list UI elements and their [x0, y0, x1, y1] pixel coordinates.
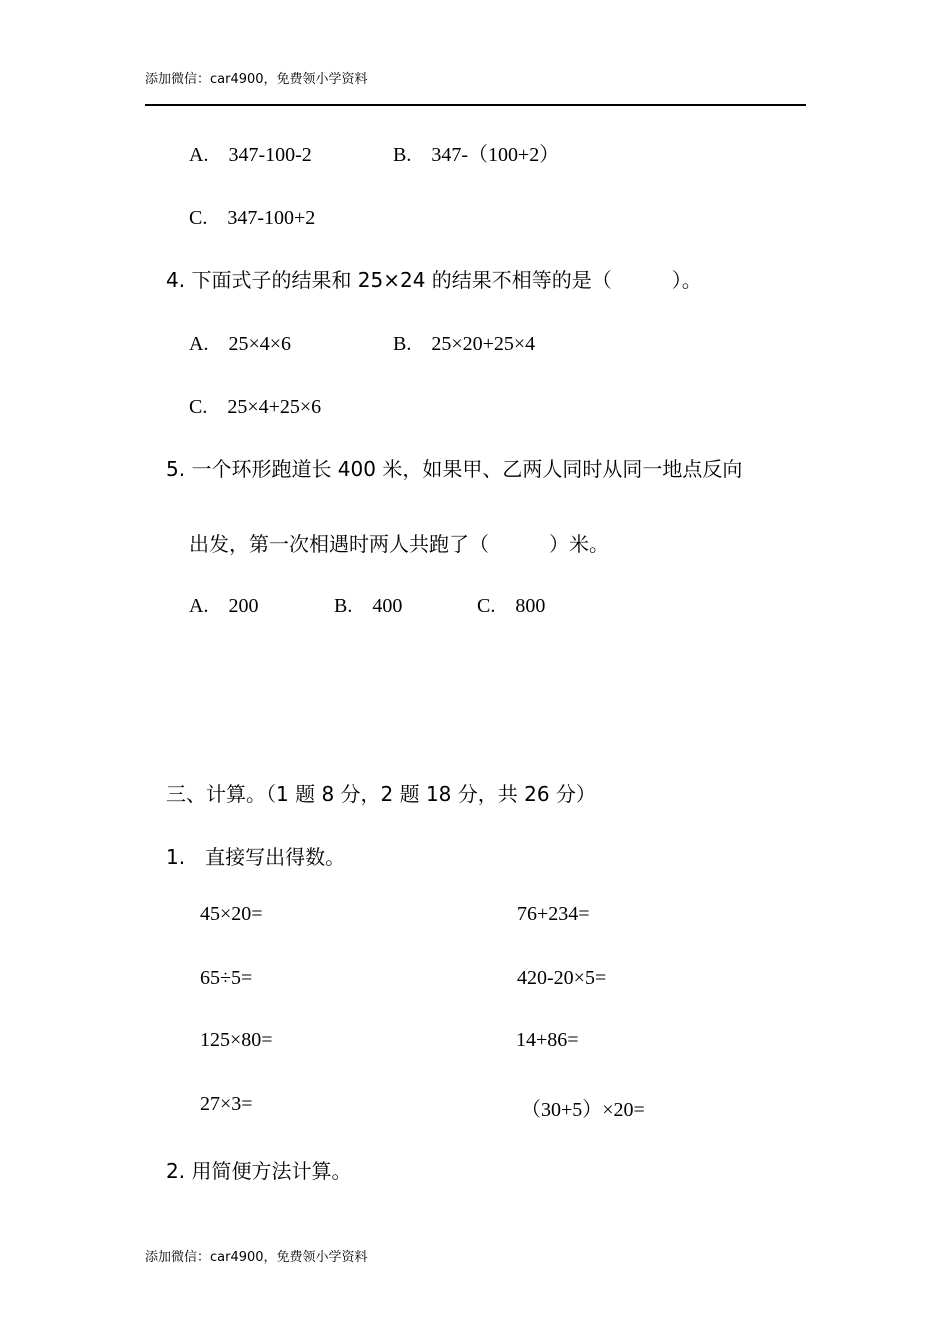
q3-option-a: A. 347-100-2	[189, 144, 312, 166]
q3-option-c: C. 347-100+2	[189, 207, 316, 229]
q5-option-a: A. 200	[189, 595, 259, 617]
q4-option-a: A. 25×4×6	[189, 333, 292, 355]
calc-item: 45×20=	[200, 903, 263, 925]
q4-stem: 4. 下面式子的结果和 25×24 的结果不相等的是（ ）。	[166, 268, 702, 292]
calc-item: 420-20×5=	[517, 967, 607, 989]
section3-sub1: 1. 直接写出得数。	[166, 845, 346, 869]
section3-sub2: 2. 用简便方法计算。	[166, 1159, 352, 1183]
calc-item: 76+234=	[517, 903, 590, 925]
q5-stem-line1: 5. 一个环形跑道长 400 米，如果甲、乙两人同时从同一地点反向	[166, 457, 743, 481]
calc-item: 65÷5=	[200, 967, 253, 989]
q4-option-c: C. 25×4+25×6	[189, 396, 322, 418]
header-divider	[145, 104, 806, 106]
calc-item: 27×3=	[200, 1093, 253, 1115]
calc-item: 125×80=	[200, 1029, 273, 1051]
section3-title: 三、计算。（1 题 8 分，2 题 18 分，共 26 分）	[166, 782, 596, 806]
q3-option-b: B. 347-（100+2）	[393, 144, 560, 166]
calc-item: （30+5）×20=	[521, 1099, 645, 1121]
q4-option-b: B. 25×20+25×4	[393, 333, 536, 355]
header-note: 添加微信：car4900，免费领小学资料	[145, 72, 368, 87]
footer-note: 添加微信：car4900，免费领小学资料	[145, 1250, 368, 1265]
q5-option-c: C. 800	[477, 595, 546, 617]
q5-option-b: B. 400	[334, 595, 403, 617]
q5-stem-line2: 出发，第一次相遇时两人共跑了（ ）米。	[189, 532, 609, 556]
calc-item: 14+86=	[516, 1029, 579, 1051]
